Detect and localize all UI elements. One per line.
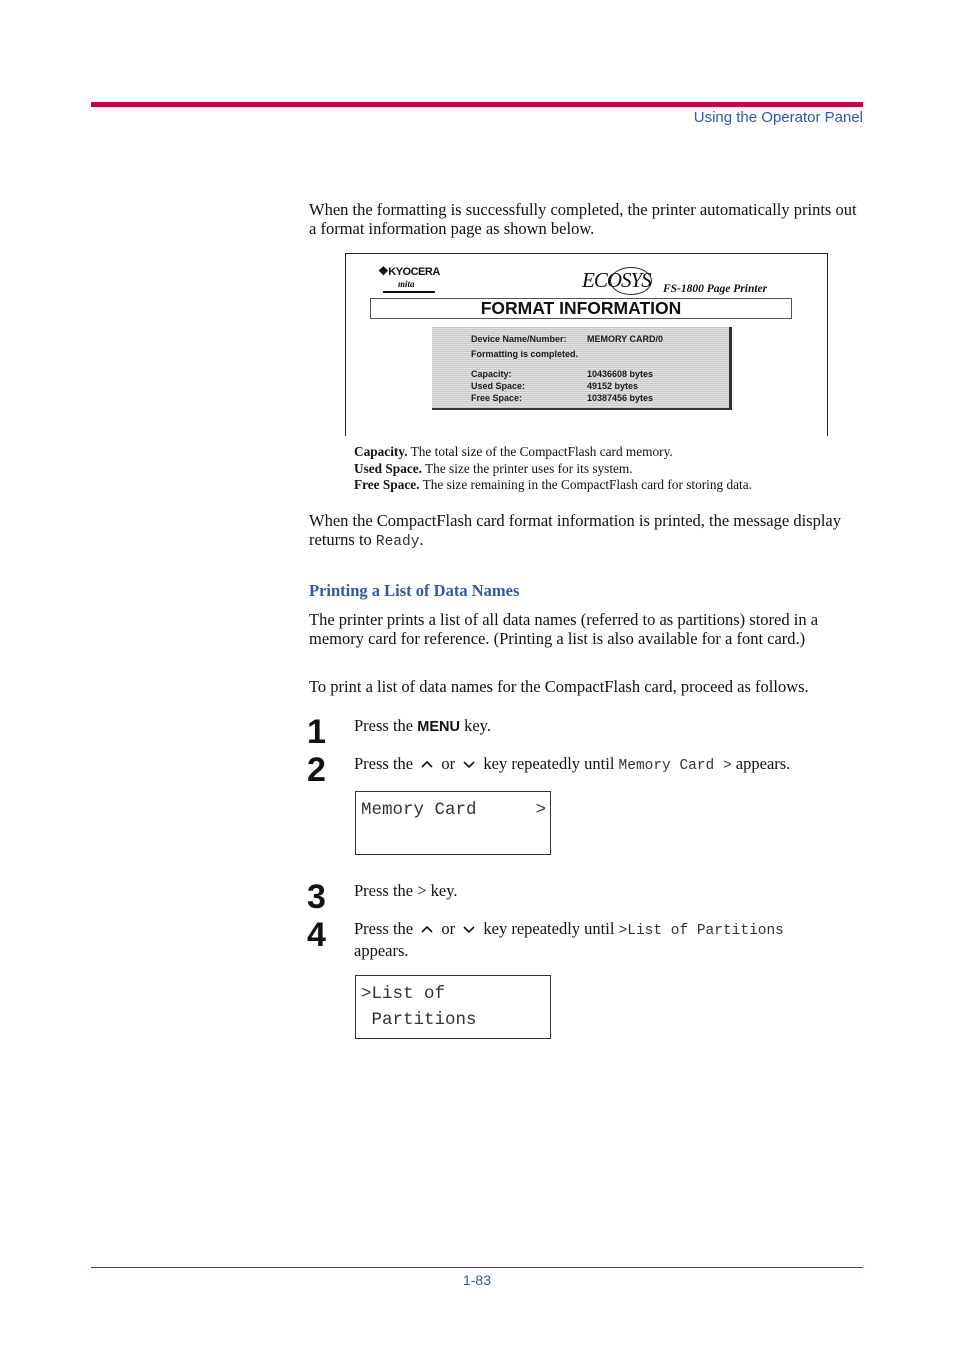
section-paragraph-1: The printer prints a list of all data names (referred to as partitions) stored in a memory card for reference. (Printing a list is also available for a font card.) [309,610,819,648]
lcd-display-list-of-partitions [355,975,551,1039]
ready-code: Ready [375,534,420,550]
header-rule [91,102,863,107]
step-3-text: Press the > key. [354,881,458,900]
logo-swoosh [383,291,436,293]
row-value-device: MEMORY CARD/0 [587,334,664,344]
section-paragraph-2: To print a list of data names for the CompactFlash card, proceed as follows. [309,677,809,696]
row-value-free: 10387456 bytes [587,393,654,403]
lcd-line-1: Memory Card [361,800,477,820]
lcd-arrow: > [535,800,546,820]
row-label-free: Free Space: [471,393,523,403]
mita-logo: mita [398,279,415,289]
lcd-line-2: Partitions [361,1010,477,1030]
lcd-line-1: >List of [361,984,446,1004]
row-value-capacity: 10436608 bytes [587,369,654,379]
step-2-text: Press the or key repeatedly until Memory Card > appears. [354,754,791,774]
format-information-title: FORMAT INFORMATION [480,298,682,318]
page-number: 1-83 [462,1272,492,1288]
kyocera-logo: ❖KYOCERA [378,264,440,278]
step-number-1: 1 [307,713,326,751]
caption-used-space: Used Space. The size the printer uses for its system. [354,461,633,476]
up-arrow-key-icon [419,758,435,770]
down-arrow-key-icon [461,758,477,770]
row-label-formatted: Formatting is completed. [471,349,579,359]
running-header: Using the Operator Panel [693,109,863,126]
up-arrow-key-icon [419,923,435,935]
row-label-capacity: Capacity: [471,369,512,379]
step-number-2: 2 [307,751,326,789]
printer-model: FS-1800 Page Printer [663,283,768,295]
step-number-4: 4 [307,916,326,954]
row-label-used: Used Space: [471,381,526,391]
footer-rule [91,1267,863,1268]
memory-card-code: Memory Card > [618,758,732,774]
list-of-partitions-code: >List of Partitions [618,923,784,939]
lcd-display-memory-card [355,791,551,855]
row-label-device: Device Name/Number: [471,334,567,344]
step-number-3: 3 [307,878,326,916]
menu-key-label: MENU [417,719,460,735]
caption-capacity: Capacity. The total size of the CompactFlash card memory. [354,444,673,459]
section-heading: Printing a List of Data Names [309,581,520,600]
step-1-text: Press the MENU key. [354,716,491,735]
down-arrow-key-icon [461,923,477,935]
step-4-text: Press the or key repeatedly until >List of Partitions appears. [354,919,784,960]
ecosys-logo: ECOSYS [582,268,651,292]
row-value-used: 49152 bytes [587,381,639,391]
intro-paragraph: When the formatting is successfully completed, the printer automatically prints out a format information page as shown below. [309,200,857,238]
caption-free-space: Free Space. The size remaining in the CompactFlash card for storing data. [354,477,752,492]
ready-paragraph: When the CompactFlash card format information is printed, the message display returns to Ready. [309,511,841,550]
